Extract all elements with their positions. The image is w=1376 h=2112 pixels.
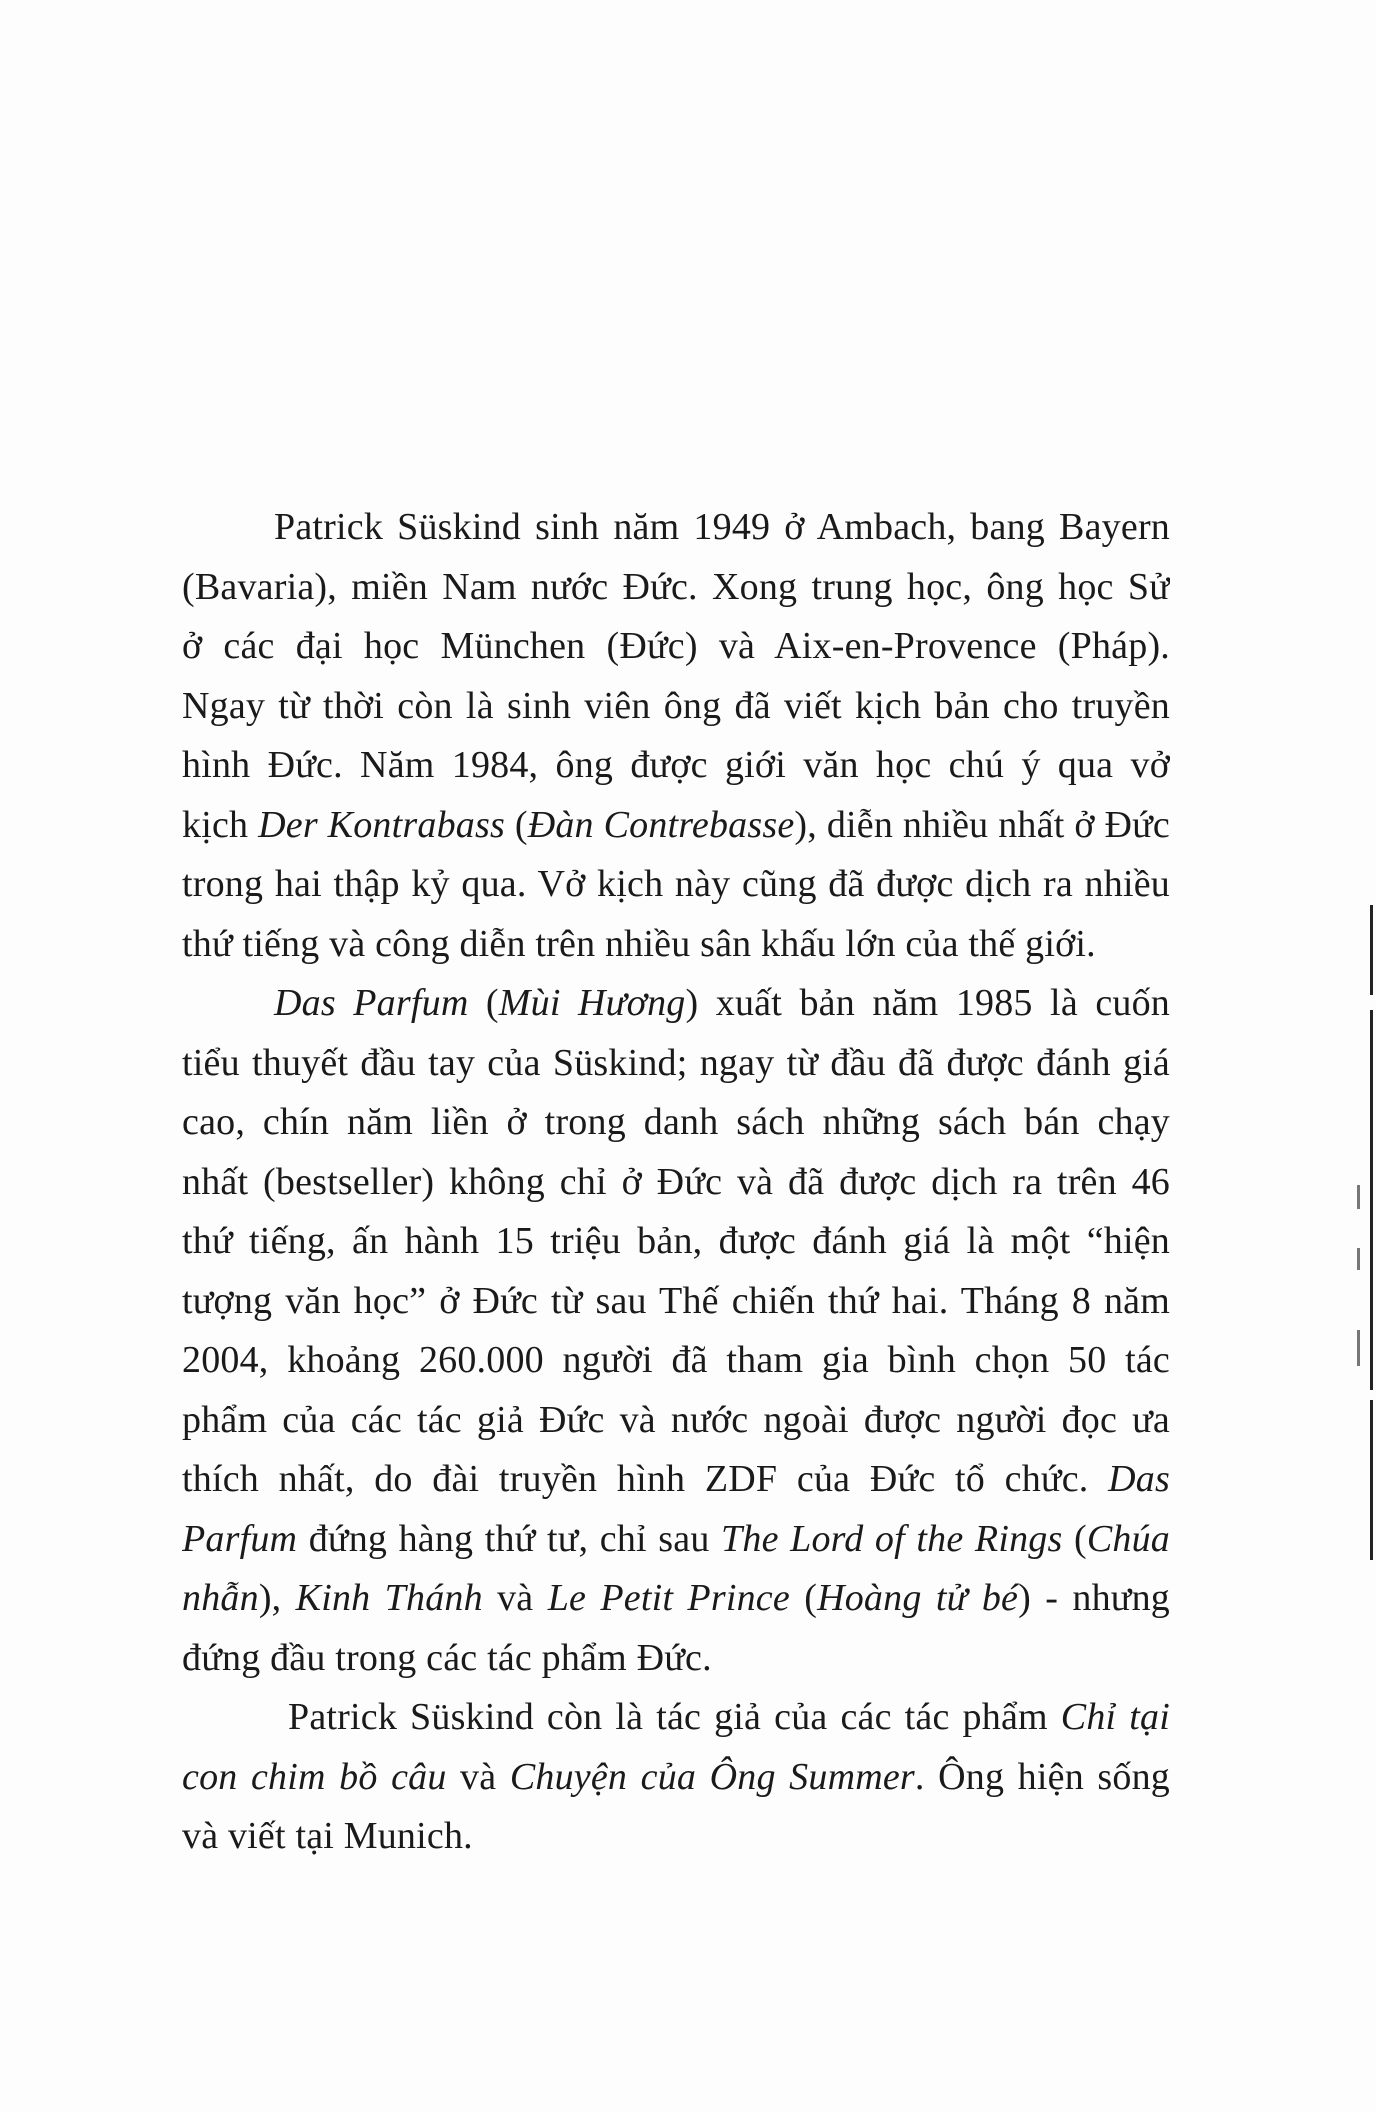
text-line: tượng văn học” ở Đức từ sau Thế chiến thứ hai. Tháng 8 năm [182,1279,1170,1322]
text-line: phẩm của các tác giả Đức và nước ngoài được người đọc ưa [182,1398,1170,1441]
scan-edge-mark [1370,905,1373,995]
text-line [182,1748,1170,1808]
text-run: ( [1062,1517,1087,1560]
work-title: Hoàng tử bé [817,1577,1019,1619]
text-run: ( [789,1577,818,1619]
text-line [182,1510,1170,1570]
text-line: 2004, khoảng 260.000 người đã tham gia bình chọn 50 tác [182,1339,1170,1381]
text-line: tiểu thuyết đầu tay của Süskind; ngay từ đầu đã được đánh giá [182,1041,1170,1084]
work-title: Das [1108,1458,1170,1500]
text-run: . Ông hiện sống [914,1755,1170,1798]
work-title: Das Parfum [274,982,469,1024]
text-run: ), diễn nhiều nhất ở Đức [794,803,1170,846]
text-line: đứng đầu trong các tác phẩm Đức. [182,1636,712,1679]
work-title: Le Petit Prince [547,1577,790,1619]
work-title: Chỉ tại [1060,1696,1170,1738]
scan-edge-mark [1370,1010,1373,1390]
body-text [182,498,1170,1867]
text-run: ( [468,982,499,1024]
text-line [182,1450,1170,1510]
text-line [182,1688,1170,1748]
paragraph-das-parfum [182,974,1170,1688]
text-line: trong hai thập kỷ qua. Vở kịch này cũng đã được dịch ra nhiều [182,863,1170,905]
text-line [182,974,1170,1034]
text-line: thứ tiếng và công diễn trên nhiều sân khấu lớn của thế giới. [182,922,1096,965]
work-title: Chuyện của Ông Summer [509,1755,915,1798]
work-title: con chim bồ câu [182,1755,447,1798]
scan-edge-mark [1357,1248,1360,1270]
text-line [182,796,1170,856]
text-line: hình Đức. Năm 1984, ông được giới văn học chú ý qua vở [182,744,1170,786]
text-run: thích nhất, do đài truyền hình ZDF của Đức tổ chức. [182,1458,1109,1500]
paragraph-author-bio [182,498,1170,974]
text-run: ( [504,803,528,846]
work-title: Mùi Hương [498,982,686,1024]
work-title: Chúa [1086,1517,1170,1560]
text-line: ở các đại học München (Đức) và Aix-en-Provence (Pháp). [182,625,1170,667]
text-run: ) - nhưng [1018,1577,1170,1619]
scan-edge-mark [1370,1400,1373,1560]
work-title: Kinh Thánh [295,1577,483,1619]
work-title: The Lord of the Rings [721,1517,1063,1560]
text-run: và [446,1755,510,1798]
scan-edge-mark [1357,1330,1360,1366]
text-run: ) xuất bản năm 1985 là cuốn [685,982,1170,1024]
scan-edge-mark [1357,1185,1360,1209]
work-title: nhẫn [182,1577,259,1619]
text-run: kịch [182,803,259,846]
text-line: Ngay từ thời còn là sinh viên ông đã viết kịch bản cho truyền [182,684,1170,727]
text-line: nhất (bestseller) không chỉ ở Đức và đã được dịch ra trên 46 [182,1160,1170,1203]
text-line: cao, chín năm liền ở trong danh sách những sách bán chạy [182,1101,1170,1143]
work-title: Der Kontrabass [258,803,505,846]
text-line: và viết tại Munich. [182,1815,473,1857]
text-line: (Bavaria), miền Nam nước Đức. Xong trung học, ông học Sử [182,565,1170,608]
work-title: Đàn Contrebasse [527,803,795,846]
text-line [182,1569,1170,1629]
text-run: Patrick Süskind còn là tác giả của các tác phẩm [288,1696,1061,1738]
paragraph-other-works [182,1688,1170,1867]
text-line: thứ tiếng, ấn hành 15 triệu bản, được đánh giá là một “hiện [182,1220,1170,1262]
text-run: ), [258,1577,296,1619]
text-run: đứng hàng thứ tư, chỉ sau [297,1517,722,1560]
text-line: Patrick Süskind sinh năm 1949 ở Ambach, bang Bayern [274,506,1170,548]
work-title: Parfum [182,1517,298,1560]
text-run: và [482,1577,548,1619]
